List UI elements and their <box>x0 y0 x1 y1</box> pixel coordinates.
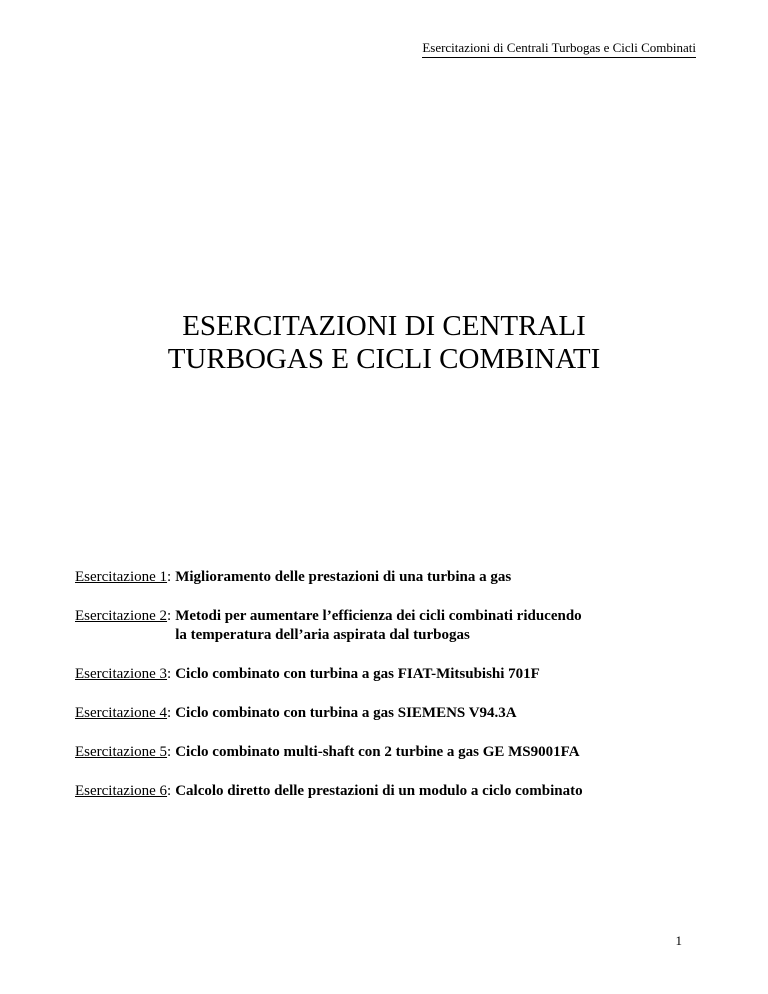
exercise-item-4: Esercitazione 4: Ciclo combinato con turbina a gas SIEMENS V94.3A <box>75 704 735 723</box>
exercise-1-description: Miglioramento delle prestazioni di una turbina a gas <box>175 569 512 585</box>
exercise-item-1: Esercitazione 1: Miglioramento delle prestazioni di una turbina a gas <box>75 568 735 587</box>
exercise-5-link[interactable]: Esercitazione 5 <box>75 744 168 760</box>
exercise-3-link[interactable]: Esercitazione 3 <box>75 666 168 682</box>
page-number: 1 <box>675 933 682 948</box>
document-title-line-2: TURBOGAS E CICLI COMBINATI <box>167 343 601 375</box>
exercise-1-link[interactable]: Esercitazione 1 <box>75 569 168 585</box>
exercise-item-3: Esercitazione 3: Ciclo combinato con turbina a gas FIAT-Mitsubishi 701F <box>75 665 735 684</box>
exercise-item-2: Esercitazione 2: Metodi per aumentare l’efficienza dei cicli combinati riducendo la temperatura dell’aria aspirata dal turbogas <box>75 607 735 645</box>
exercise-2-link[interactable]: Esercitazione 2 <box>75 608 168 624</box>
exercise-item-5: Esercitazione 5: Ciclo combinato multi-shaft con 2 turbine a gas GE MS9001FA <box>75 743 735 762</box>
exercise-6-description: Calcolo diretto delle prestazioni di un modulo a ciclo combinato <box>175 783 583 799</box>
exercise-5-description: Ciclo combinato multi-shaft con 2 turbine a gas GE MS9001FA <box>175 744 580 760</box>
running-header: Esercitazioni di Centrali Turbogas e Cicli Combinati <box>422 40 696 58</box>
document-title-line-1: ESERCITAZIONI DI CENTRALI <box>182 310 586 342</box>
exercise-2-description: Metodi per aumentare l’efficienza dei cicli combinati riducendo la temperatura dell’aria aspirata dal turbogas <box>175 608 582 643</box>
exercise-item-6: Esercitazione 6: Calcolo diretto delle prestazioni di un modulo a ciclo combinato <box>75 782 735 801</box>
exercise-4-description: Ciclo combinato con turbina a gas SIEMENS V94.3A <box>175 705 517 721</box>
exercise-list <box>75 568 735 801</box>
document-title <box>0 310 768 376</box>
exercise-6-link[interactable]: Esercitazione 6 <box>75 783 168 799</box>
exercise-4-link[interactable]: Esercitazione 4 <box>75 705 168 721</box>
exercise-3-description: Ciclo combinato con turbina a gas FIAT-Mitsubishi 701F <box>175 666 540 682</box>
